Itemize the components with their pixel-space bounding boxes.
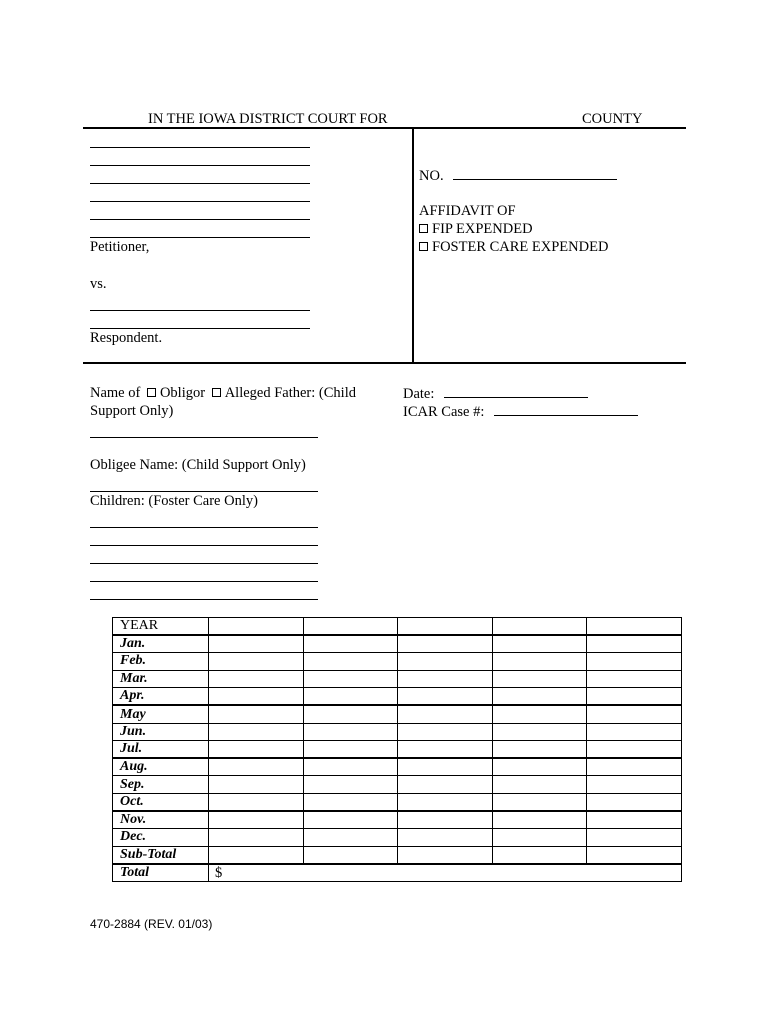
amount-cell[interactable] [398, 635, 493, 653]
month-label: Feb. [113, 653, 209, 671]
amount-cell[interactable] [587, 653, 682, 671]
amount-cell[interactable] [209, 635, 304, 653]
total-row [113, 864, 682, 882]
respondent-line-1[interactable] [90, 310, 310, 311]
table-row [113, 705, 682, 723]
case-number-field[interactable] [453, 166, 617, 180]
month-label: Dec. [113, 829, 209, 847]
case-number-row [419, 166, 617, 185]
children-line-2[interactable] [90, 545, 318, 546]
children-line-1[interactable] [90, 527, 318, 528]
icar-case-field[interactable] [494, 402, 638, 416]
alleged-father-label: Alleged Father: (Child [224, 385, 356, 401]
foster-care-option[interactable] [419, 238, 608, 256]
amount-cell[interactable] [492, 776, 587, 794]
amount-cell[interactable] [398, 741, 493, 759]
amount-cell[interactable] [587, 829, 682, 847]
month-label: Nov. [113, 811, 209, 829]
petitioner-line-5[interactable] [90, 219, 310, 220]
amount-cell[interactable] [209, 776, 304, 794]
amount-cell[interactable] [492, 758, 587, 776]
amount-cell[interactable] [398, 811, 493, 829]
table-row [113, 758, 682, 776]
alleged-father-checkbox[interactable] [212, 388, 221, 397]
amount-cell[interactable] [398, 723, 493, 741]
subtotal-cell[interactable] [587, 846, 682, 864]
name-of-row [90, 384, 356, 402]
amount-cell[interactable] [492, 670, 587, 688]
date-label: Date: [403, 386, 435, 402]
caption-bottom-rule [83, 362, 686, 364]
fip-option[interactable] [419, 220, 533, 238]
date-field[interactable] [444, 384, 588, 398]
amount-cell[interactable] [209, 741, 304, 759]
affidavit-title: AFFIDAVIT OF [419, 203, 516, 219]
amount-cell[interactable] [303, 829, 398, 847]
amount-cell[interactable] [209, 811, 304, 829]
expenditure-table [112, 617, 682, 882]
month-label: Oct. [113, 793, 209, 811]
table-row [113, 793, 682, 811]
table-row [113, 811, 682, 829]
amount-cell[interactable] [492, 635, 587, 653]
children-line-5[interactable] [90, 599, 318, 600]
total-amount-cell[interactable] [209, 864, 682, 882]
month-label: Jun. [113, 723, 209, 741]
petitioner-line-4[interactable] [90, 201, 310, 202]
table-header-row [113, 618, 682, 636]
amount-cell[interactable] [303, 793, 398, 811]
subtotal-cell[interactable] [209, 846, 304, 864]
header-rule [83, 127, 686, 129]
caption-divider [412, 128, 414, 363]
amount-cell[interactable] [209, 829, 304, 847]
year-cell[interactable] [398, 618, 493, 636]
vs-label: vs. [90, 276, 107, 292]
year-cell[interactable] [492, 618, 587, 636]
subtotal-cell[interactable] [492, 846, 587, 864]
amount-cell[interactable] [303, 653, 398, 671]
children-line-3[interactable] [90, 563, 318, 564]
table-row [113, 723, 682, 741]
subtotal-cell[interactable] [303, 846, 398, 864]
amount-cell[interactable] [398, 758, 493, 776]
county-label: COUNTY [582, 111, 643, 127]
foster-care-checkbox[interactable] [419, 242, 428, 251]
form-number: 470-2884 (REV. 01/03) [90, 917, 213, 931]
amount-cell[interactable] [303, 688, 398, 706]
date-row [403, 384, 588, 403]
year-header: YEAR [113, 618, 209, 636]
year-cell[interactable] [587, 618, 682, 636]
amount-cell[interactable] [303, 705, 398, 723]
icar-row [403, 402, 638, 421]
respondent-label: Respondent. [90, 330, 163, 346]
subtotal-label: Sub-Total [113, 846, 209, 864]
amount-cell[interactable] [398, 688, 493, 706]
amount-cell[interactable] [303, 758, 398, 776]
month-label: Mar. [113, 670, 209, 688]
amount-cell[interactable] [209, 723, 304, 741]
amount-cell[interactable] [492, 653, 587, 671]
table-row [113, 653, 682, 671]
amount-cell[interactable] [303, 723, 398, 741]
month-label: Jan. [113, 635, 209, 653]
amount-cell[interactable] [587, 635, 682, 653]
icar-label: ICAR Case #: [403, 404, 485, 420]
table-row [113, 688, 682, 706]
table-row [113, 741, 682, 759]
petitioner-line-3[interactable] [90, 183, 310, 184]
support-only-label: Support Only) [90, 403, 174, 419]
amount-cell[interactable] [587, 688, 682, 706]
currency-symbol: $ [215, 864, 223, 881]
obligee-label: Obligee Name: (Child Support Only) [90, 457, 306, 473]
obligor-label: Obligor [159, 385, 206, 401]
amount-cell[interactable] [209, 670, 304, 688]
table-row [113, 635, 682, 653]
foster-care-option-label: FOSTER CARE EXPENDED [432, 239, 609, 255]
amount-cell[interactable] [587, 723, 682, 741]
amount-cell[interactable] [492, 793, 587, 811]
amount-cell[interactable] [303, 741, 398, 759]
amount-cell[interactable] [209, 705, 304, 723]
month-label: Sep. [113, 776, 209, 794]
petitioner-line-1[interactable] [90, 147, 310, 148]
table-row [113, 776, 682, 794]
month-label: Apr. [113, 688, 209, 706]
obligor-checkbox[interactable] [147, 388, 156, 397]
amount-cell[interactable] [209, 758, 304, 776]
table-row [113, 829, 682, 847]
amount-cell[interactable] [587, 776, 682, 794]
amount-cell[interactable] [587, 670, 682, 688]
amount-cell[interactable] [209, 793, 304, 811]
month-label: Aug. [113, 758, 209, 776]
amount-cell[interactable] [587, 758, 682, 776]
petitioner-label: Petitioner, [90, 239, 150, 255]
amount-cell[interactable] [398, 670, 493, 688]
amount-cell[interactable] [587, 793, 682, 811]
amount-cell[interactable] [492, 829, 587, 847]
obligor-name-field[interactable] [90, 437, 318, 438]
year-cell[interactable] [209, 618, 304, 636]
amount-cell[interactable] [492, 811, 587, 829]
children-line-4[interactable] [90, 581, 318, 582]
amount-cell[interactable] [587, 741, 682, 759]
amount-cell[interactable] [209, 653, 304, 671]
total-label: Total [113, 864, 209, 882]
amount-cell[interactable] [303, 670, 398, 688]
court-title: IN THE IOWA DISTRICT COURT FOR [148, 111, 388, 127]
amount-cell[interactable] [398, 705, 493, 723]
fip-checkbox[interactable] [419, 224, 428, 233]
amount-cell[interactable] [492, 705, 587, 723]
case-number-label: NO. [419, 168, 444, 184]
month-label: Jul. [113, 741, 209, 759]
subtotal-cell[interactable] [398, 846, 493, 864]
amount-cell[interactable] [398, 793, 493, 811]
amount-cell[interactable] [303, 776, 398, 794]
amount-cell[interactable] [303, 811, 398, 829]
amount-cell[interactable] [492, 723, 587, 741]
amount-cell[interactable] [492, 741, 587, 759]
month-label: May [113, 705, 209, 723]
amount-cell[interactable] [398, 776, 493, 794]
amount-cell[interactable] [492, 688, 587, 706]
year-cell[interactable] [303, 618, 398, 636]
amount-cell[interactable] [587, 811, 682, 829]
children-label: Children: (Foster Care Only) [90, 493, 258, 509]
amount-cell[interactable] [209, 688, 304, 706]
petitioner-line-2[interactable] [90, 165, 310, 166]
amount-cell[interactable] [398, 653, 493, 671]
amount-cell[interactable] [303, 635, 398, 653]
amount-cell[interactable] [587, 705, 682, 723]
subtotal-row [113, 846, 682, 864]
table-row [113, 670, 682, 688]
name-of-label: Name of [90, 385, 141, 401]
amount-cell[interactable] [398, 829, 493, 847]
fip-option-label: FIP EXPENDED [432, 221, 533, 237]
